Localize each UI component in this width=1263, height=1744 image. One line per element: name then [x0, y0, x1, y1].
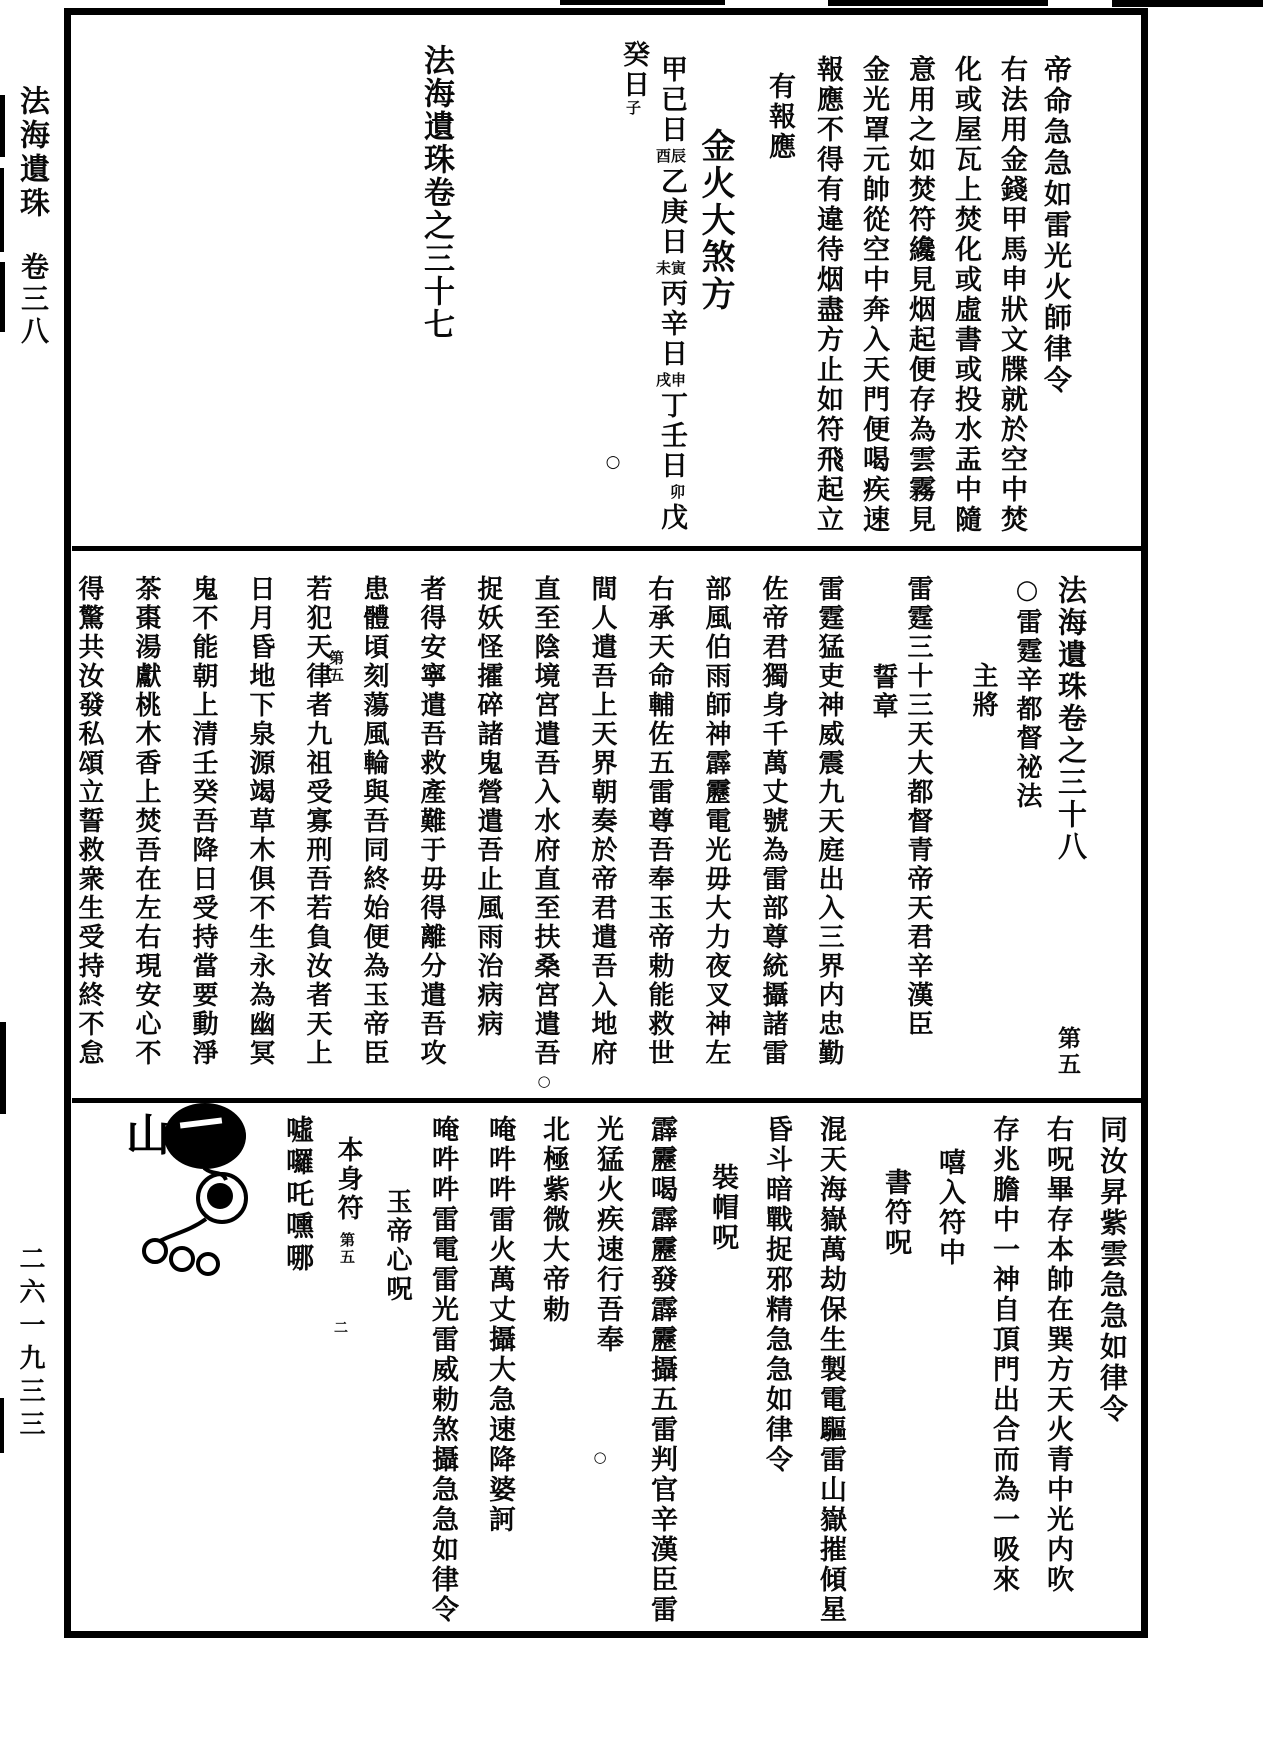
subheading-column: 書符呪 — [880, 1168, 911, 1258]
ganzhi-column — [655, 55, 687, 533]
text-column: 佐帝君獨身千萬丈號為雷部尊統攝諸雷 — [758, 575, 788, 1068]
ganzhi-branch-pair: 戌申 — [655, 371, 686, 389]
talisman-tail-stroke — [158, 1219, 206, 1242]
text-column: 存兆膽中一神自頂門出合而為一吸來 — [988, 1115, 1019, 1595]
subheading-column: 本身符 — [333, 1136, 363, 1223]
text-column: 雷霆三十三天大都督青帝天君辛漢臣 — [903, 575, 933, 1039]
text-column: 間人遣吾上天界朝奏於帝君遣吾入地府 — [587, 575, 617, 1068]
scan-artifact — [0, 262, 5, 332]
margin-page-number: 二六一九三三 — [15, 1245, 45, 1443]
text-column: 捉妖怪攉碎諸鬼營遣吾止風雨治病病 — [473, 575, 503, 1039]
talisman-bottom-loop — [198, 1254, 218, 1274]
scan-artifact — [0, 1022, 6, 1114]
talisman-bottom-loop — [171, 1248, 193, 1270]
talisman-figure — [100, 1098, 300, 1283]
text-column: 報應不得有違待烟盡方止如符飛起立 — [812, 55, 843, 535]
small-annotation: 第五 — [327, 650, 345, 684]
rite-title-column: ○雷霆辛都督祕法 — [1012, 575, 1042, 811]
text-column: 右承天命輔佐五雷尊吾奉玉帝勅能救世 — [644, 575, 674, 1068]
text-column: 帝命急急如雷光火師律令 — [1040, 55, 1073, 396]
talisman-loop-dot — [207, 1183, 233, 1209]
ganzhi-branch: 子 — [624, 100, 642, 118]
text-column: 患體頃刻蕩風輪與吾同終始便為玉帝臣 — [359, 575, 389, 1068]
ganzhi-stem: 甲已日 — [656, 55, 687, 145]
text-column: 混天海嶽萬劫保生製電驅雷山嶽摧傾星 — [815, 1115, 846, 1625]
talisman-bottom-loop — [144, 1240, 166, 1262]
juan-end-title: 法海遺珠卷之三十七 — [418, 44, 454, 341]
text-column: 雷霆猛吏神威震九天庭出入三界内忠勤 — [814, 575, 844, 1068]
subheading-column: 裝帽呪 — [707, 1163, 738, 1253]
text-column: 同汝昇紫雲急急如律令 — [1096, 1115, 1129, 1425]
text-column: 霹靂喝霹靂發霹靂攝五雷判官辛漢臣雷 — [646, 1115, 677, 1625]
text-column: 唵吽吽雷火萬丈攝大急速降婆訶 — [484, 1115, 515, 1535]
ganzhi-branch-pair: 卯 — [669, 483, 685, 501]
small-annotation: 第五 — [338, 1232, 356, 1266]
scan-artifact — [1112, 0, 1263, 7]
circle-marker: ○ — [603, 452, 623, 472]
section-heading: 金火大煞方 — [695, 128, 735, 313]
scan-artifact — [828, 0, 1048, 6]
scan-artifact — [0, 1398, 4, 1453]
text-column: 直至陰境宮遣吾入水府直至扶桑宮遣吾 — [530, 575, 560, 1068]
text-column: 鬼不能朝上清壬癸吾降日受持當要動淨 — [188, 575, 218, 1068]
margin-book-title: 法海遺珠 — [14, 85, 49, 221]
text-column: 金光罩元帥從空中奔入天門便喝疾速 — [858, 55, 889, 535]
subheading-column: 主將 — [968, 662, 998, 720]
ganzhi-branch-pair: 未寅 — [655, 259, 686, 277]
scan-artifact — [560, 0, 725, 5]
text-column: 意用之如焚符纔見烟起便存為雲霧見 — [904, 55, 935, 535]
ganzhi-stem: 戊 — [656, 503, 687, 533]
ganzhi-stem: 癸日 — [618, 40, 649, 100]
ganzhi-stem: 乙庚日 — [656, 167, 687, 257]
text-column: 者得安寧遣吾救產難于毋得離分遣吾攻 — [416, 575, 446, 1068]
text-column: 有報應 — [764, 72, 795, 162]
text-column: 部風伯雨師神霹靂電光毋大力夜叉神左 — [701, 575, 731, 1068]
text-column: 光猛火疾速行吾奉 — [592, 1115, 623, 1355]
text-column: 北極紫微大帝勅 — [538, 1115, 569, 1325]
subheading-column: 誓章 — [868, 663, 898, 721]
text-column: 日月昏地下泉源竭草木俱不生永為幽冥 — [245, 575, 275, 1068]
scan-artifact — [0, 168, 4, 252]
mantra-column: 噓囉吒嚑哪 — [282, 1115, 315, 1275]
ganzhi-stem: 丙辛日 — [656, 279, 687, 369]
text-column: 化或屋瓦上焚化或虛書或投水盂中隨 — [950, 55, 981, 535]
text-column: 唵吽吽雷電雷光雷威勅煞攝急急如律令 — [427, 1115, 458, 1625]
talisman-mountain-char: 山 — [126, 1110, 170, 1161]
ganzhi-column — [620, 40, 647, 118]
leaf-marker: 第五 — [1054, 1026, 1081, 1078]
ganzhi-stem: 丁壬日 — [656, 391, 687, 481]
text-column: 右法用金錢甲馬申狀文牒就於空中焚 — [996, 55, 1027, 535]
circle-marker: ○ — [591, 1448, 609, 1466]
subheading-column: 玉帝心呪 — [382, 1188, 412, 1304]
scan-artifact — [0, 95, 5, 157]
ganzhi-branch-pair: 酉辰 — [655, 147, 686, 165]
juan-title: 法海遺珠卷之三十八 — [1054, 575, 1088, 863]
section-divider-top — [72, 546, 1144, 551]
text-column: 右呪畢存本帥在巽方天火青中光内吹 — [1042, 1115, 1073, 1595]
text-column: 若犯天律者九祖受寡刑吾若負汝者天上 — [302, 575, 332, 1068]
text-column: 得驚共汝發私頌立誓救衆生受持終不怠 — [74, 575, 104, 1068]
small-annotation: 二 — [332, 1320, 348, 1334]
circle-marker: ○ — [535, 1072, 553, 1090]
margin-volume-label: 卷三八 — [17, 252, 50, 348]
subheading-column: 嘻入符中 — [934, 1148, 965, 1268]
text-column: 昏斗暗戰捉邪精急急如律令 — [761, 1115, 792, 1475]
text-column: 茶棗湯獻桃木香上焚吾在左右現安心不 — [131, 575, 161, 1068]
